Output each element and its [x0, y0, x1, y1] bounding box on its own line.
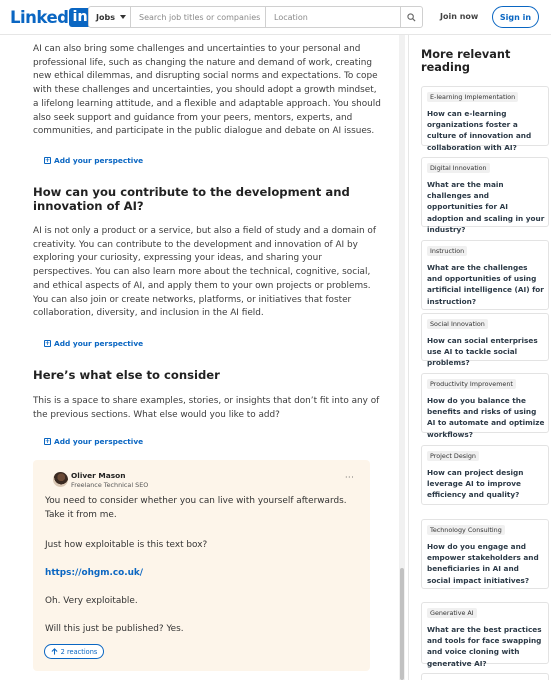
top-navigation-bar: [0, 0, 551, 35]
card-tag: Instruction: [427, 246, 467, 256]
plus-icon: +: [44, 339, 51, 347]
section-heading: How can you contribute to the development and innovation of AI?: [33, 185, 350, 214]
location-search-input[interactable]: [266, 7, 400, 27]
article-paragraph: AI can also bring some challenges and uncertainties to your personal and professional life, such as changing the nature and demand of work, creating new ethical dilemmas, and disrupting social norms and expectations. To cope with these challenges and uncertainties, you should adopt a growth mindset, a lifelong learning attitude, and a flexible and adaptable approach. You should also seek support and guidance from your peers, mentors, experts, and communities, and participate in the public dialogue and debate on AI issues.: [33, 44, 381, 137]
sidebar-title: More relevant reading: [421, 48, 511, 74]
article-main: [0, 35, 403, 680]
reactions-count: 2 reactions: [60, 647, 98, 656]
add-perspective-label: Add your perspective: [54, 156, 144, 165]
reading-card[interactable]: [421, 86, 549, 152]
author-name[interactable]: Oliver Mason: [71, 471, 126, 480]
card-question: How do you engage and empower stakeholders and beneficiaries in AI and social impact initiatives?: [427, 542, 539, 585]
reading-card[interactable]: [421, 673, 549, 680]
reading-card[interactable]: [421, 373, 549, 439]
add-perspective-label: Add your perspective: [54, 437, 144, 446]
card-question: What are the challenges and opportunities of using artificial intelligence (AI) for instruction?: [427, 263, 544, 306]
add-perspective-link[interactable]: [44, 156, 143, 165]
author-role: Freelance Technical SEO: [71, 481, 149, 489]
card-question: How do you balance the benefits and risks of using AI to automate and optimize workflows?: [427, 396, 545, 439]
add-perspective-label: Add your perspective: [54, 339, 144, 348]
plus-icon: +: [44, 437, 51, 445]
reading-card[interactable]: [421, 157, 549, 234]
section-heading: Here’s what else to consider: [33, 368, 220, 382]
article-paragraph: AI is not only a product or a service, but also a field of study and a domain of creativity. You can contribute to the development and innovation of AI by exploring your curiosity, expressing your ideas, and sharing your perspectives. You can also learn more about the technical, cognitive, social, and ethical aspects of AI, and apply them to your own projects or problems. You can also join or create networks, platforms, or initiatives that foster collaboration, diversity, and inclusion in the AI field.: [33, 226, 376, 319]
jobs-dropdown-label: Jobs: [96, 12, 115, 22]
comment-text: Just how exploitable is this text box?: [45, 540, 208, 550]
caret-down-icon: [120, 15, 126, 19]
card-tag: Digital Innovation: [427, 163, 490, 173]
card-question: What are the best practices and tools for face swapping and voice cloning with generative AI?: [427, 625, 542, 668]
card-tag: Technology Consulting: [427, 525, 505, 535]
jobs-dropdown[interactable]: [89, 7, 131, 27]
card-tag: E-learning Implementation: [427, 92, 518, 102]
comment-text: Oh. Very exploitable.: [45, 596, 138, 606]
reading-card[interactable]: [421, 602, 549, 668]
add-perspective-link[interactable]: [44, 437, 143, 446]
more-options-icon[interactable]: ···: [345, 473, 355, 482]
related-reading-sidebar: [408, 35, 551, 680]
arrow-up-icon: [51, 648, 58, 655]
article-paragraph: This is a space to share examples, stories, or insights that don’t fit into any of the previous sections. What else would you like to add?: [33, 396, 380, 420]
card-question: How can e-learning organizations foster a culture of innovation and collaboration with AI?: [427, 109, 532, 152]
card-question: How can project design leverage AI to improve efficiency and quality?: [427, 468, 524, 500]
card-question: What are the main challenges and opportunities for AI adoption and scaling in your industry?: [427, 180, 545, 234]
comment-text: You need to consider whether you can live with yourself afterwards. Take it from me.: [45, 496, 347, 520]
reactions-button[interactable]: [44, 644, 104, 659]
join-now-link[interactable]: Join now: [440, 12, 479, 21]
avatar[interactable]: [53, 472, 68, 487]
reading-card[interactable]: [421, 519, 549, 589]
plus-icon: +: [44, 156, 51, 164]
card-tag: Project Design: [427, 451, 479, 461]
job-title-search-input[interactable]: [131, 7, 266, 27]
search-icon: [407, 13, 416, 22]
reading-card[interactable]: [421, 445, 549, 505]
reading-card[interactable]: [421, 313, 549, 368]
logo-in-box: in: [69, 8, 90, 27]
add-perspective-link[interactable]: [44, 339, 143, 348]
card-tag: Productivity Improvement: [427, 379, 516, 389]
reading-card[interactable]: [421, 240, 549, 310]
main-scrollbar[interactable]: [399, 35, 405, 680]
linkedin-logo[interactable]: [10, 8, 91, 27]
scrollbar-thumb[interactable]: [400, 568, 404, 680]
logo-wordmark: Linked: [10, 8, 69, 27]
sign-in-button[interactable]: Sign in: [492, 6, 539, 28]
job-search-bar: [88, 6, 423, 28]
card-question: How can social enterprises use AI to tackle social problems?: [427, 336, 538, 368]
contribution-card: [33, 460, 370, 671]
comment-link[interactable]: https://ohgm.co.uk/: [45, 568, 144, 578]
card-tag: Social Innovation: [427, 319, 488, 329]
card-tag: Generative AI: [427, 608, 477, 618]
comment-text: Will this just be published? Yes.: [45, 624, 184, 634]
search-button[interactable]: [400, 7, 422, 27]
